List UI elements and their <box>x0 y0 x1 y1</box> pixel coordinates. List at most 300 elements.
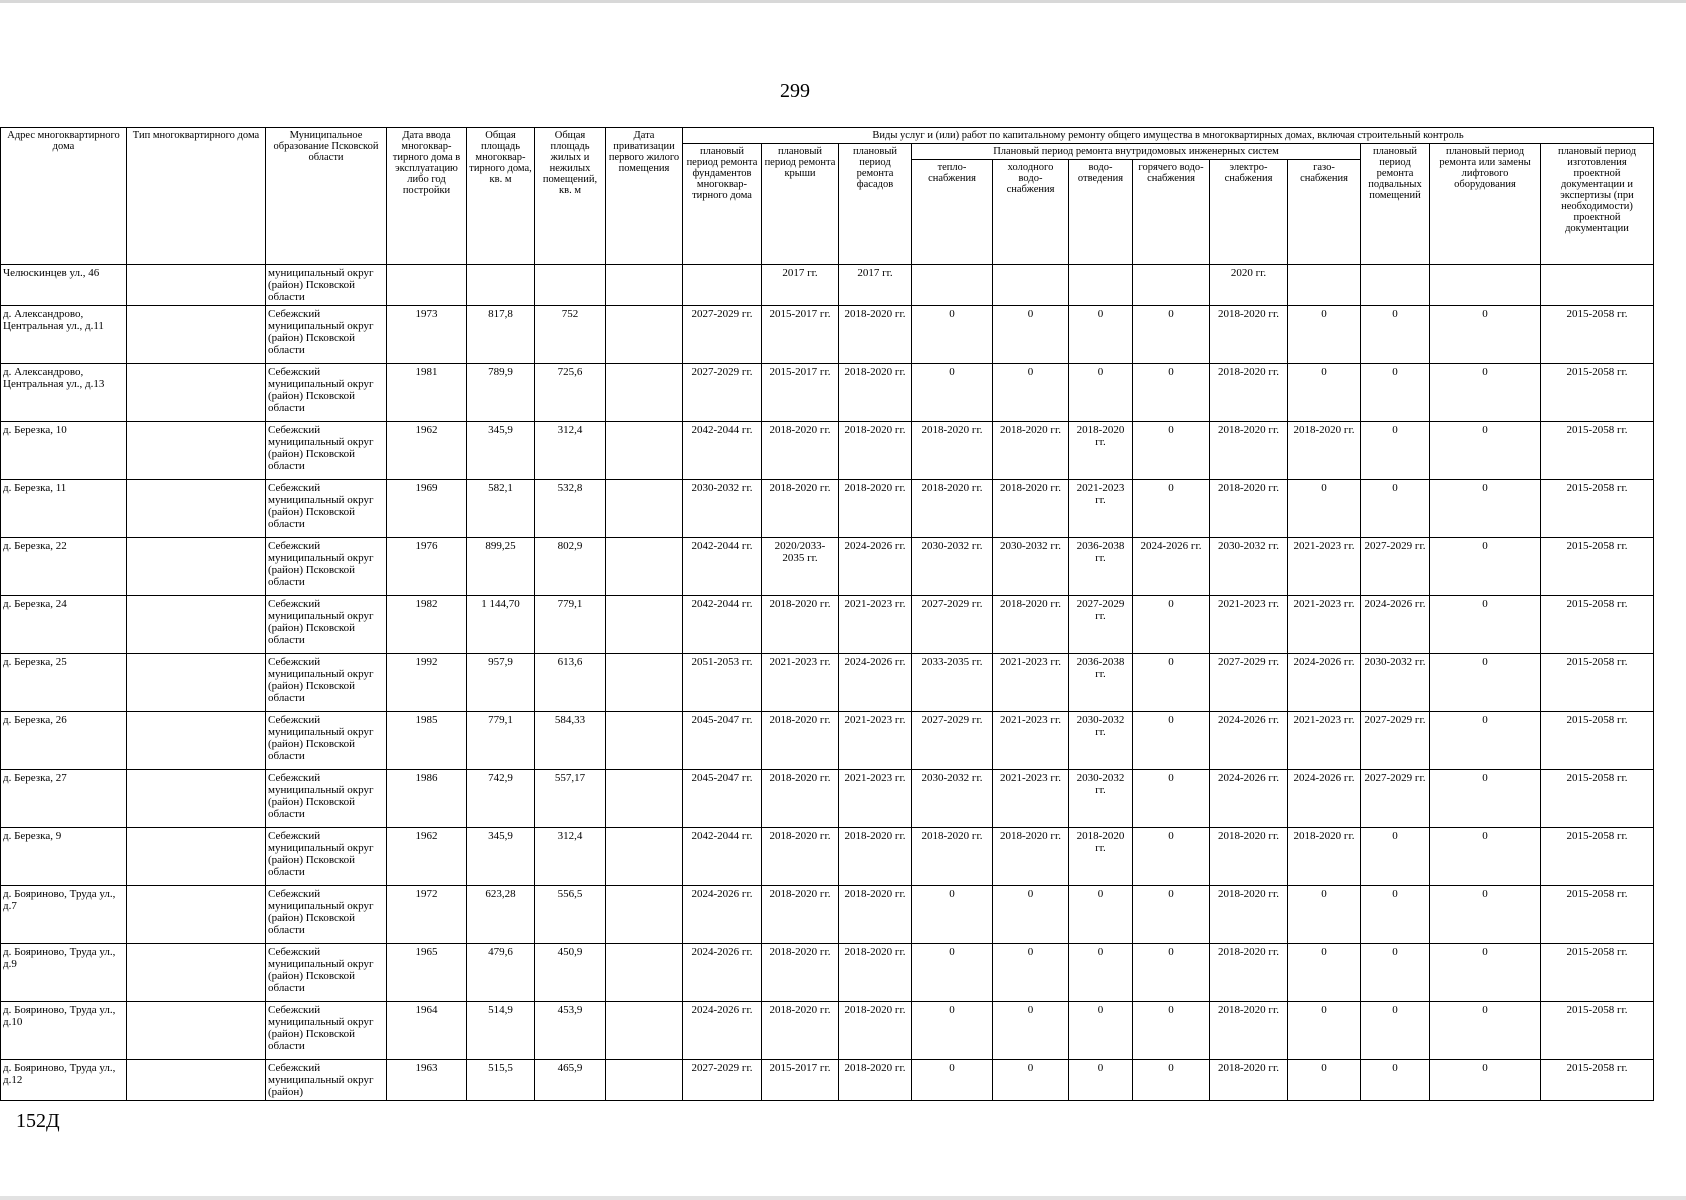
cell-total-area: 479,6 <box>467 944 535 1002</box>
cell-hot-water: 0 <box>1133 422 1210 480</box>
cell-municipality: Себежский муниципальный округ (район) Псковской области <box>266 886 387 944</box>
cell-gas: 2018-2020 гг. <box>1288 828 1361 886</box>
cell-drainage: 2030-2032 гг. <box>1069 712 1133 770</box>
cell-heat: 0 <box>912 364 993 422</box>
header-roof: плановый период ремонта крыши <box>762 144 839 265</box>
cell-gas: 0 <box>1288 480 1361 538</box>
cell-roof: 2018-2020 гг. <box>762 712 839 770</box>
cell-living-area: 557,17 <box>535 770 606 828</box>
cell-cold-water: 0 <box>993 944 1069 1002</box>
cell-year: 1962 <box>387 422 467 480</box>
cell-living-area <box>535 265 606 306</box>
cell-year: 1982 <box>387 596 467 654</box>
cell-address: д. Бояриново, Труда ул., д.9 <box>1 944 127 1002</box>
capital-repair-table <box>0 127 1654 1101</box>
cell-municipality: Себежский муниципальный округ (район) Псковской области <box>266 538 387 596</box>
cell-type <box>127 886 266 944</box>
cell-basement <box>1361 265 1430 306</box>
cell-electric: 2018-2020 гг. <box>1210 944 1288 1002</box>
cell-type <box>127 538 266 596</box>
header-elevator: плановый период ремонта или замены лифтового оборудования <box>1430 144 1541 265</box>
cell-heat <box>912 265 993 306</box>
cell-gas: 0 <box>1288 306 1361 364</box>
cell-municipality: Себежский муниципальный округ (район) Псковской области <box>266 306 387 364</box>
cell-basement: 0 <box>1361 306 1430 364</box>
cell-cold-water: 2018-2020 гг. <box>993 422 1069 480</box>
cell-municipality: Себежский муниципальный округ (район) Псковской области <box>266 596 387 654</box>
cell-roof: 2015-2017 гг. <box>762 306 839 364</box>
cell-heat: 0 <box>912 886 993 944</box>
cell-cold-water: 2018-2020 гг. <box>993 596 1069 654</box>
cell-elevator <box>1430 265 1541 306</box>
cell-municipality: Себежский муниципальный округ (район) Псковской области <box>266 480 387 538</box>
header-systems-group: Плановый период ремонта внутридомовых инженерных систем <box>912 144 1361 160</box>
cell-facade: 2021-2023 гг. <box>839 712 912 770</box>
cell-facade: 2018-2020 гг. <box>839 1002 912 1060</box>
cell-basement: 2027-2029 гг. <box>1361 712 1430 770</box>
cell-drainage: 2030-2032 гг. <box>1069 770 1133 828</box>
cell-year: 1964 <box>387 1002 467 1060</box>
table-row <box>1 538 1654 596</box>
cell-elevator: 0 <box>1430 538 1541 596</box>
table-row <box>1 364 1654 422</box>
cell-address: д. Березка, 10 <box>1 422 127 480</box>
cell-basement: 0 <box>1361 364 1430 422</box>
cell-total-area: 623,28 <box>467 886 535 944</box>
cell-facade: 2018-2020 гг. <box>839 364 912 422</box>
cell-drainage: 2018-2020 гг. <box>1069 422 1133 480</box>
cell-project-docs: 2015-2058 гг. <box>1541 538 1654 596</box>
cell-elevator: 0 <box>1430 480 1541 538</box>
cell-type <box>127 654 266 712</box>
cell-basement: 2030-2032 гг. <box>1361 654 1430 712</box>
cell-roof: 2020/2033-2035 гг. <box>762 538 839 596</box>
cell-basement: 0 <box>1361 422 1430 480</box>
cell-municipality: Себежский муниципальный округ (район) Псковской области <box>266 828 387 886</box>
cell-municipality: Себежский муниципальный округ (район) Псковской области <box>266 422 387 480</box>
cell-address: Челюскинцев ул., 46 <box>1 265 127 306</box>
cell-electric: 2018-2020 гг. <box>1210 1060 1288 1101</box>
cell-project-docs: 2015-2058 гг. <box>1541 886 1654 944</box>
cell-facade: 2024-2026 гг. <box>839 538 912 596</box>
cell-gas <box>1288 265 1361 306</box>
page-number: 299 <box>780 80 810 102</box>
cell-total-area: 899,25 <box>467 538 535 596</box>
cell-municipality: Себежский муниципальный округ (район) <box>266 1060 387 1101</box>
table-row <box>1 886 1654 944</box>
cell-foundation: 2042-2044 гг. <box>683 828 762 886</box>
cell-roof: 2018-2020 гг. <box>762 596 839 654</box>
cell-foundation: 2042-2044 гг. <box>683 538 762 596</box>
cell-municipality: Себежский муниципальный округ (район) Псковской области <box>266 944 387 1002</box>
cell-foundation: 2027-2029 гг. <box>683 306 762 364</box>
cell-facade: 2018-2020 гг. <box>839 886 912 944</box>
cell-address: д. Березка, 24 <box>1 596 127 654</box>
header-address: Адрес многоквартирного дома <box>1 128 127 265</box>
cell-address: д. Березка, 9 <box>1 828 127 886</box>
cell-project-docs: 2015-2058 гг. <box>1541 1060 1654 1101</box>
cell-facade: 2021-2023 гг. <box>839 596 912 654</box>
cell-drainage: 0 <box>1069 306 1133 364</box>
cell-project-docs <box>1541 265 1654 306</box>
cell-living-area: 584,33 <box>535 712 606 770</box>
cell-foundation: 2024-2026 гг. <box>683 1002 762 1060</box>
header-basement: плановый период ремонта подвальных помещений <box>1361 144 1430 265</box>
cell-type <box>127 1002 266 1060</box>
cell-electric: 2018-2020 гг. <box>1210 364 1288 422</box>
cell-total-area: 817,8 <box>467 306 535 364</box>
table-row <box>1 1002 1654 1060</box>
cell-privatization <box>606 538 683 596</box>
cell-electric: 2027-2029 гг. <box>1210 654 1288 712</box>
cell-project-docs: 2015-2058 гг. <box>1541 654 1654 712</box>
cell-privatization <box>606 1002 683 1060</box>
cell-heat: 2030-2032 гг. <box>912 538 993 596</box>
header-commissioning: Дата ввода многоквар-тирного дома в эксплуатацию либо год постройки <box>387 128 467 265</box>
cell-cold-water <box>993 265 1069 306</box>
cell-basement: 2027-2029 гг. <box>1361 538 1430 596</box>
cell-gas: 2021-2023 гг. <box>1288 538 1361 596</box>
cell-heat: 0 <box>912 306 993 364</box>
cell-elevator: 0 <box>1430 770 1541 828</box>
cell-basement: 0 <box>1361 886 1430 944</box>
cell-roof: 2018-2020 гг. <box>762 422 839 480</box>
cell-privatization <box>606 886 683 944</box>
cell-privatization <box>606 364 683 422</box>
cell-hot-water: 0 <box>1133 364 1210 422</box>
cell-gas: 0 <box>1288 364 1361 422</box>
cell-hot-water: 0 <box>1133 828 1210 886</box>
cell-gas: 0 <box>1288 886 1361 944</box>
cell-privatization <box>606 654 683 712</box>
cell-gas: 0 <box>1288 1060 1361 1101</box>
cell-basement: 0 <box>1361 1002 1430 1060</box>
cell-electric: 2020 гг. <box>1210 265 1288 306</box>
cell-elevator: 0 <box>1430 364 1541 422</box>
cell-cold-water: 0 <box>993 364 1069 422</box>
cell-privatization <box>606 596 683 654</box>
header-project-docs: плановый период изготовления проектной документации и экспертизы (при необходимости) проектной документации <box>1541 144 1654 265</box>
cell-privatization <box>606 480 683 538</box>
header-gas: газо-снабжения <box>1288 160 1361 265</box>
cell-year: 1981 <box>387 364 467 422</box>
scan-edge-top <box>0 0 1686 3</box>
cell-year: 1973 <box>387 306 467 364</box>
cell-basement: 2027-2029 гг. <box>1361 770 1430 828</box>
cell-cold-water: 0 <box>993 1060 1069 1101</box>
cell-drainage: 0 <box>1069 1002 1133 1060</box>
cell-heat: 2033-2035 гг. <box>912 654 993 712</box>
cell-facade: 2018-2020 гг. <box>839 306 912 364</box>
table-row <box>1 654 1654 712</box>
cell-electric: 2021-2023 гг. <box>1210 596 1288 654</box>
cell-total-area: 515,5 <box>467 1060 535 1101</box>
cell-elevator: 0 <box>1430 712 1541 770</box>
cell-year: 1965 <box>387 944 467 1002</box>
cell-address: д. Березка, 26 <box>1 712 127 770</box>
cell-project-docs: 2015-2058 гг. <box>1541 712 1654 770</box>
cell-year: 1985 <box>387 712 467 770</box>
table-row <box>1 944 1654 1002</box>
cell-foundation: 2045-2047 гг. <box>683 712 762 770</box>
table-row <box>1 422 1654 480</box>
table-row <box>1 1060 1654 1101</box>
cell-cold-water: 2021-2023 гг. <box>993 654 1069 712</box>
cell-living-area: 613,6 <box>535 654 606 712</box>
cell-heat: 2018-2020 гг. <box>912 828 993 886</box>
cell-electric: 2024-2026 гг. <box>1210 770 1288 828</box>
cell-municipality: муниципальный округ (район) Псковской области <box>266 265 387 306</box>
cell-type <box>127 422 266 480</box>
cell-foundation: 2027-2029 гг. <box>683 364 762 422</box>
cell-year: 1962 <box>387 828 467 886</box>
cell-living-area: 450,9 <box>535 944 606 1002</box>
cell-elevator: 0 <box>1430 828 1541 886</box>
cell-address: д. Александрово, Центральная ул., д.11 <box>1 306 127 364</box>
cell-gas: 2024-2026 гг. <box>1288 654 1361 712</box>
cell-cold-water: 0 <box>993 1002 1069 1060</box>
cell-hot-water: 0 <box>1133 712 1210 770</box>
cell-drainage: 2036-2038 гг. <box>1069 538 1133 596</box>
cell-gas: 2024-2026 гг. <box>1288 770 1361 828</box>
cell-foundation: 2042-2044 гг. <box>683 596 762 654</box>
header-living-area: Общая площадь жилых и нежилых помещений, кв. м <box>535 128 606 265</box>
cell-project-docs: 2015-2058 гг. <box>1541 422 1654 480</box>
cell-hot-water: 0 <box>1133 306 1210 364</box>
cell-facade: 2021-2023 гг. <box>839 770 912 828</box>
cell-total-area <box>467 265 535 306</box>
cell-year: 1976 <box>387 538 467 596</box>
cell-municipality: Себежский муниципальный округ (район) Псковской области <box>266 364 387 422</box>
cell-project-docs: 2015-2058 гг. <box>1541 1002 1654 1060</box>
table-row <box>1 770 1654 828</box>
cell-municipality: Себежский муниципальный округ (район) Псковской области <box>266 770 387 828</box>
header-type: Тип многоквартирного дома <box>127 128 266 265</box>
cell-privatization <box>606 1060 683 1101</box>
header-total-area: Общая площадь многоквар-тирного дома, кв. м <box>467 128 535 265</box>
cell-hot-water: 0 <box>1133 654 1210 712</box>
table-row <box>1 596 1654 654</box>
cell-gas: 2021-2023 гг. <box>1288 712 1361 770</box>
cell-year: 1992 <box>387 654 467 712</box>
cell-foundation: 2024-2026 гг. <box>683 944 762 1002</box>
cell-facade: 2018-2020 гг. <box>839 828 912 886</box>
cell-roof: 2015-2017 гг. <box>762 364 839 422</box>
cell-heat: 2018-2020 гг. <box>912 422 993 480</box>
cell-drainage <box>1069 265 1133 306</box>
cell-drainage: 0 <box>1069 1060 1133 1101</box>
cell-hot-water <box>1133 265 1210 306</box>
cell-privatization <box>606 306 683 364</box>
cell-total-area: 742,9 <box>467 770 535 828</box>
cell-cold-water: 2018-2020 гг. <box>993 828 1069 886</box>
cell-year: 1972 <box>387 886 467 944</box>
cell-drainage: 2027-2029 гг. <box>1069 596 1133 654</box>
cell-heat: 0 <box>912 944 993 1002</box>
cell-drainage: 2021-2023 гг. <box>1069 480 1133 538</box>
cell-roof: 2018-2020 гг. <box>762 886 839 944</box>
cell-facade: 2018-2020 гг. <box>839 1060 912 1101</box>
cell-total-area: 1 144,70 <box>467 596 535 654</box>
cell-hot-water: 0 <box>1133 596 1210 654</box>
cell-type <box>127 265 266 306</box>
cell-cold-water: 2021-2023 гг. <box>993 712 1069 770</box>
cell-type <box>127 1060 266 1101</box>
cell-electric: 2018-2020 гг. <box>1210 306 1288 364</box>
cell-total-area: 779,1 <box>467 712 535 770</box>
cell-heat: 0 <box>912 1060 993 1101</box>
cell-privatization <box>606 770 683 828</box>
table-body <box>1 265 1654 1101</box>
cell-year: 1969 <box>387 480 467 538</box>
cell-type <box>127 712 266 770</box>
cell-project-docs: 2015-2058 гг. <box>1541 480 1654 538</box>
cell-cold-water: 0 <box>993 306 1069 364</box>
cell-drainage: 0 <box>1069 886 1133 944</box>
cell-elevator: 0 <box>1430 944 1541 1002</box>
cell-elevator: 0 <box>1430 306 1541 364</box>
cell-facade: 2017 гг. <box>839 265 912 306</box>
header-drainage: водо-отведения <box>1069 160 1133 265</box>
cell-roof: 2015-2017 гг. <box>762 1060 839 1101</box>
cell-total-area: 345,9 <box>467 422 535 480</box>
cell-hot-water: 0 <box>1133 770 1210 828</box>
cell-roof: 2018-2020 гг. <box>762 480 839 538</box>
cell-project-docs: 2015-2058 гг. <box>1541 306 1654 364</box>
cell-basement: 0 <box>1361 480 1430 538</box>
cell-foundation: 2045-2047 гг. <box>683 770 762 828</box>
cell-cold-water: 0 <box>993 886 1069 944</box>
cell-elevator: 0 <box>1430 422 1541 480</box>
cell-type <box>127 770 266 828</box>
cell-roof: 2018-2020 гг. <box>762 944 839 1002</box>
cell-total-area: 514,9 <box>467 1002 535 1060</box>
cell-gas: 0 <box>1288 944 1361 1002</box>
cell-facade: 2018-2020 гг. <box>839 480 912 538</box>
cell-roof: 2018-2020 гг. <box>762 1002 839 1060</box>
cell-foundation: 2042-2044 гг. <box>683 422 762 480</box>
cell-drainage: 0 <box>1069 364 1133 422</box>
cell-foundation <box>683 265 762 306</box>
cell-electric: 2018-2020 гг. <box>1210 1002 1288 1060</box>
cell-drainage: 2036-2038 гг. <box>1069 654 1133 712</box>
cell-year <box>387 265 467 306</box>
cell-address: д. Бояриново, Труда ул., д.10 <box>1 1002 127 1060</box>
cell-privatization <box>606 265 683 306</box>
cell-hot-water: 0 <box>1133 1002 1210 1060</box>
cell-heat: 2018-2020 гг. <box>912 480 993 538</box>
cell-gas: 2018-2020 гг. <box>1288 422 1361 480</box>
cell-basement: 0 <box>1361 944 1430 1002</box>
cell-roof: 2018-2020 гг. <box>762 770 839 828</box>
cell-heat: 2027-2029 гг. <box>912 712 993 770</box>
cell-electric: 2024-2026 гг. <box>1210 712 1288 770</box>
cell-living-area: 556,5 <box>535 886 606 944</box>
cell-roof: 2017 гг. <box>762 265 839 306</box>
cell-privatization <box>606 944 683 1002</box>
cell-living-area: 802,9 <box>535 538 606 596</box>
cell-living-area: 453,9 <box>535 1002 606 1060</box>
cell-cold-water: 2030-2032 гг. <box>993 538 1069 596</box>
cell-basement: 2024-2026 гг. <box>1361 596 1430 654</box>
cell-project-docs: 2015-2058 гг. <box>1541 364 1654 422</box>
cell-address: д. Березка, 22 <box>1 538 127 596</box>
cell-living-area: 779,1 <box>535 596 606 654</box>
cell-type <box>127 306 266 364</box>
cell-electric: 2018-2020 гг. <box>1210 480 1288 538</box>
cell-type <box>127 944 266 1002</box>
cell-project-docs: 2015-2058 гг. <box>1541 770 1654 828</box>
cell-type <box>127 828 266 886</box>
cell-municipality: Себежский муниципальный округ (район) Псковской области <box>266 712 387 770</box>
cell-gas: 0 <box>1288 1002 1361 1060</box>
cell-project-docs: 2015-2058 гг. <box>1541 828 1654 886</box>
header-works-group: Виды услуг и (или) работ по капитальному ремонту общего имущества в многоквартирных домах, включая строительный контроль <box>683 128 1654 144</box>
cell-foundation: 2027-2029 гг. <box>683 1060 762 1101</box>
cell-type <box>127 596 266 654</box>
cell-hot-water: 0 <box>1133 1060 1210 1101</box>
cell-hot-water: 0 <box>1133 886 1210 944</box>
cell-living-area: 465,9 <box>535 1060 606 1101</box>
cell-privatization <box>606 712 683 770</box>
cell-facade: 2024-2026 гг. <box>839 654 912 712</box>
cell-roof: 2018-2020 гг. <box>762 828 839 886</box>
cell-elevator: 0 <box>1430 1002 1541 1060</box>
header-hot-water: горячего водо-снабжения <box>1133 160 1210 265</box>
header-electric: электро-снабжения <box>1210 160 1288 265</box>
table-row <box>1 712 1654 770</box>
cell-total-area: 582,1 <box>467 480 535 538</box>
table-row <box>1 265 1654 306</box>
scan-edge-bottom <box>0 1196 1686 1200</box>
cell-privatization <box>606 422 683 480</box>
cell-drainage: 0 <box>1069 944 1133 1002</box>
cell-project-docs: 2015-2058 гг. <box>1541 944 1654 1002</box>
cell-hot-water: 2024-2026 гг. <box>1133 538 1210 596</box>
cell-electric: 2018-2020 гг. <box>1210 422 1288 480</box>
cell-hot-water: 0 <box>1133 944 1210 1002</box>
cell-privatization <box>606 828 683 886</box>
table-row <box>1 480 1654 538</box>
cell-electric: 2018-2020 гг. <box>1210 886 1288 944</box>
cell-heat: 0 <box>912 1002 993 1060</box>
cell-total-area: 345,9 <box>467 828 535 886</box>
cell-address: д. Александрово, Центральная ул., д.13 <box>1 364 127 422</box>
table-row <box>1 828 1654 886</box>
cell-address: д. Березка, 25 <box>1 654 127 712</box>
cell-living-area: 532,8 <box>535 480 606 538</box>
cell-year: 1986 <box>387 770 467 828</box>
cell-elevator: 0 <box>1430 654 1541 712</box>
cell-elevator: 0 <box>1430 886 1541 944</box>
cell-type <box>127 480 266 538</box>
cell-foundation: 2030-2032 гг. <box>683 480 762 538</box>
cell-hot-water: 0 <box>1133 480 1210 538</box>
cell-living-area: 752 <box>535 306 606 364</box>
cell-total-area: 789,9 <box>467 364 535 422</box>
table-row <box>1 306 1654 364</box>
cell-total-area: 957,9 <box>467 654 535 712</box>
cell-cold-water: 2018-2020 гг. <box>993 480 1069 538</box>
cell-address: д. Березка, 11 <box>1 480 127 538</box>
cell-municipality: Себежский муниципальный округ (район) Псковской области <box>266 1002 387 1060</box>
cell-year: 1963 <box>387 1060 467 1101</box>
cell-gas: 2021-2023 гг. <box>1288 596 1361 654</box>
header-privatization: Дата приватизации первого жилого помещения <box>606 128 683 265</box>
cell-address: д. Бояриново, Труда ул., д.12 <box>1 1060 127 1101</box>
cell-basement: 0 <box>1361 1060 1430 1101</box>
document-code: 152Д <box>16 1110 60 1132</box>
